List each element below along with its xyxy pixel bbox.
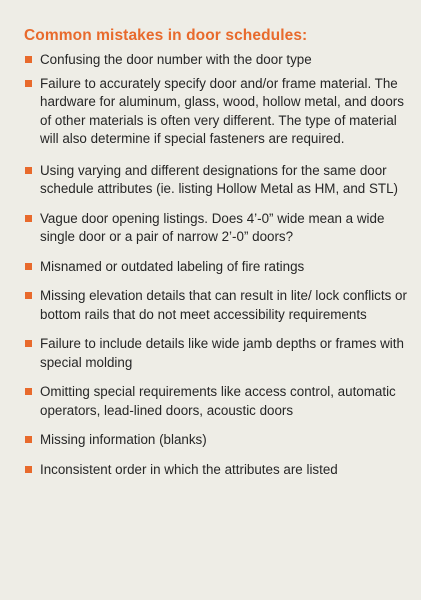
list-item — [24, 383, 407, 420]
list-item-text: Failure to accurately specify door and/or frame material. The hardware for aluminum, glass, wood, hollow metal, and doors of other materials is often very different. The type of material will also determine if special fasteners are required. — [40, 75, 404, 146]
list-item — [24, 210, 407, 247]
square-bullet-icon — [25, 263, 32, 270]
square-bullet-icon — [25, 466, 32, 473]
list-item-text: Using varying and different designations for the same door schedule attributes (ie. listing Hollow Metal as HM, and STL) — [40, 162, 398, 196]
list-item — [24, 75, 407, 149]
square-bullet-icon — [25, 167, 32, 174]
square-bullet-icon — [25, 436, 32, 443]
list-item-text: Failure to include details like wide jamb depths or frames with special molding — [40, 336, 404, 370]
square-bullet-icon — [25, 215, 32, 222]
list-item — [24, 51, 407, 70]
square-bullet-icon — [25, 80, 32, 87]
list-item — [24, 258, 407, 277]
list-item — [24, 162, 407, 199]
list-item-text: Missing elevation details that can result in lite/ lock conflicts or bottom rails that do not meet accessibility requirements — [40, 288, 407, 322]
mistakes-list — [24, 51, 407, 479]
list-item-text: Omitting special requirements like access control, automatic operators, lead-lined doors, acoustic doors — [40, 384, 396, 418]
square-bullet-icon — [25, 340, 32, 347]
list-item-text: Misnamed or outdated labeling of fire ratings — [40, 258, 305, 274]
square-bullet-icon — [25, 292, 32, 299]
panel-title: Common mistakes in door schedules: — [24, 27, 308, 44]
list-item — [24, 335, 407, 372]
list-item-text: Inconsistent order in which the attributes are listed — [40, 461, 338, 477]
list-item-text: Confusing the door number with the door type — [40, 52, 312, 67]
list-item-text: Vague door opening listings. Does 4’-0” wide mean a wide single door or a pair of narrow 2’-0” doors? — [40, 210, 385, 244]
square-bullet-icon — [25, 388, 32, 395]
list-item-text: Missing information (blanks) — [40, 432, 207, 447]
list-item — [24, 431, 407, 450]
square-bullet-icon — [25, 56, 32, 63]
list-item — [24, 287, 407, 324]
list-item — [24, 461, 407, 480]
